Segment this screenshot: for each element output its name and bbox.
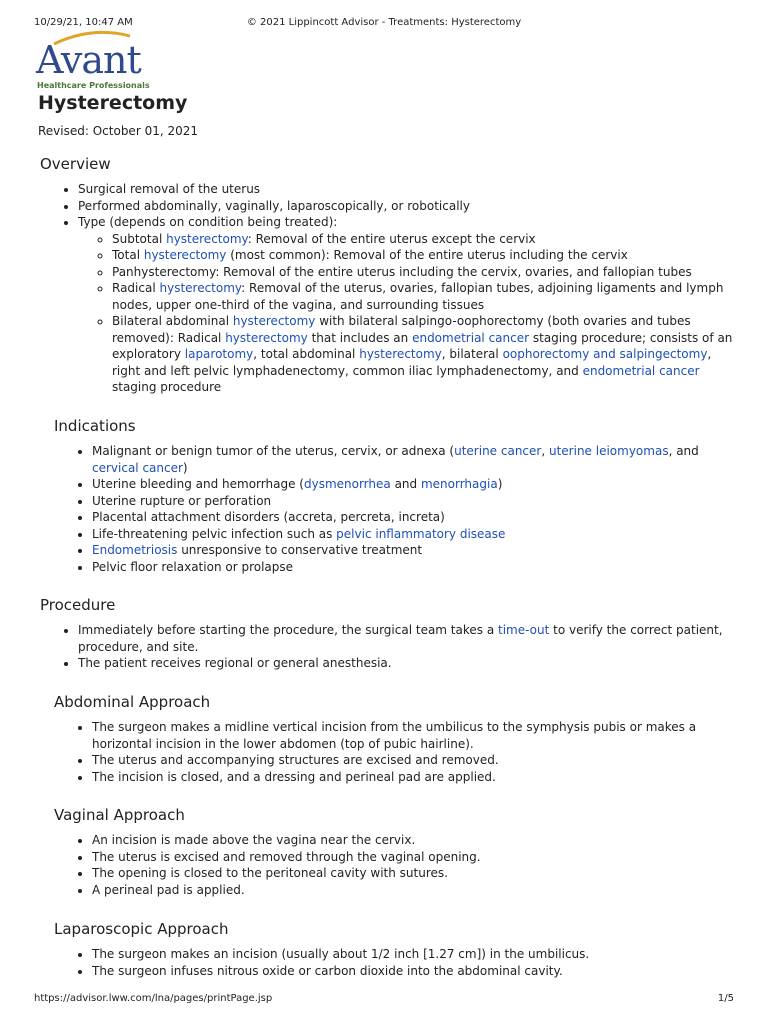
type-total: ◦ Total hysterectomy (most common): Removal of the entire uterus including the cervix [112, 247, 740, 264]
types-list [78, 231, 740, 396]
list-item: • The incision is closed, and a dressing and perineal pad are applied. [92, 769, 732, 786]
indications-heading: Indications [54, 417, 136, 435]
indications-list [54, 443, 732, 575]
list-item: • Life-threatening pelvic infection such as pelvic inflammatory disease [92, 526, 732, 543]
list-item: • An incision is made above the vagina near the cervix. [92, 832, 754, 849]
cervical-cancer-link[interactable]: cervical cancer [92, 460, 183, 475]
list-item: • Placental attachment disorders (accreta, percreta, increta) [92, 509, 732, 526]
abdominal-list [54, 719, 732, 785]
procedure-heading: Procedure [40, 596, 116, 614]
dysmenorrhea-link[interactable]: dysmenorrhea [303, 477, 391, 491]
list-item: • Pelvic floor relaxation or prolapse [92, 559, 732, 576]
list-item: • The uterus is excised and removed through the vaginal opening. [92, 849, 754, 866]
logo-word: Avant [36, 38, 141, 82]
hysterectomy-link[interactable]: hysterectomy [232, 314, 316, 328]
abdominal-section [54, 693, 754, 785]
procedure-list [40, 622, 728, 672]
print-url: https://advisor.lww.com/lna/pages/printPage.jsp [34, 993, 273, 1004]
vaginal-heading: Vaginal Approach [54, 806, 185, 824]
list-item: • Uterine rupture or perforation [92, 493, 732, 510]
endometrial-cancer-link[interactable]: endometrial cancer [412, 330, 530, 345]
list-item: • A perineal pad is applied. [92, 882, 754, 899]
hysterectomy-link[interactable]: hysterectomy [159, 281, 242, 295]
print-title: © 2021 Lippincott Advisor - Treatments: Hysterectomy [246, 17, 522, 28]
list-item: • The opening is closed to the peritoneal cavity with sutures. [92, 865, 754, 882]
hysterectomy-link[interactable]: hysterectomy [359, 347, 442, 361]
list-item: • Malignant or benign tumor of the uterus, cervix, or adnexa (uterine cancer, uterine leiomyomas, and cervical cancer) [92, 443, 732, 476]
menorrhagia-link[interactable]: menorrhagia [420, 477, 498, 491]
list-item: • The uterus and accompanying structures are excised and removed. [92, 752, 732, 769]
abdominal-heading: Abdominal Approach [54, 693, 211, 711]
list-item: • The surgeon makes a midline vertical incision from the umbilicus to the symphysis pubis or makes a horizontal incision in the lower abdomen (top of pubic hairline). [92, 719, 732, 752]
overview-list [40, 181, 740, 396]
endometrial-cancer-link[interactable]: endometrial cancer [582, 363, 700, 378]
print-datetime: 10/29/21, 10:47 AM [34, 17, 133, 28]
list-item: • Immediately before starting the procedure, the surgical team takes a time-out to verify the correct patient, procedure, and site. [78, 622, 728, 655]
revised-date: Revised: October 01, 2021 [38, 124, 199, 138]
list-item: • The surgeon infuses nitrous oxide or carbon dioxide into the abdominal cavity. [92, 963, 754, 980]
page-title: Hysterectomy [38, 92, 188, 114]
list-item: • Performed abdominally, vaginally, laparoscopically, or robotically [78, 198, 740, 215]
overview-heading: Overview [40, 155, 111, 173]
list-item: • Surgical removal of the uterus [78, 181, 740, 198]
type-radical: ◦ Radical hysterectomy: Removal of the uterus, ovaries, fallopian tubes, adjoining ligaments and lymph nodes, upper one-third of the vagina, and surrounding tissues [112, 280, 740, 313]
endometriosis-link[interactable]: Endometriosis [92, 543, 178, 557]
laparoscopic-list [54, 946, 754, 979]
laparoscopic-heading: Laparoscopic Approach [54, 920, 229, 938]
laparotomy-link[interactable]: laparotomy [184, 347, 254, 361]
hysterectomy-link[interactable]: hysterectomy [143, 248, 227, 262]
hysterectomy-link[interactable]: hysterectomy [166, 231, 248, 246]
list-item: • The patient receives regional or general anesthesia. [78, 655, 728, 672]
hysterectomy-link[interactable]: hysterectomy [225, 330, 308, 345]
page-number: 1/5 [717, 993, 734, 1004]
overview-section [40, 155, 740, 396]
list-item: • The surgeon makes an incision (usually about 1/2 inch [1.27 cm]) in the umbilicus. [92, 946, 754, 963]
list-item: • Uterine bleeding and hemorrhage (dysmenorrhea and menorrhagia) [92, 476, 732, 493]
vaginal-list [54, 832, 754, 898]
type-subtotal: ◦ Subtotal hysterectomy: Removal of the entire uterus except the cervix [112, 231, 740, 248]
type-pan: ◦ Panhysterectomy: Removal of the entire uterus including the cervix, ovaries, and fallopian tubes [112, 264, 740, 281]
vaginal-section [54, 806, 754, 898]
list-item [78, 214, 740, 396]
logo-tagline: Healthcare Professionals [37, 81, 150, 90]
procedure-section [40, 596, 740, 672]
time-out-link[interactable]: time-out [498, 623, 550, 637]
type-bilateral: ◦ Bilateral abdominal hysterectomy with bilateral salpingo-oophorectomy (both ovaries and tubes removed): Radical hysterectomy that includes an endometrial cancer staging procedure; consists of an exploratory laparotomy, total abdominal hysterectomy, bilateral oophorectomy and salpingectomy, right and left pelvic lymphadenectomy, common iliac lymphadenectomy, and endometrial cancer staging procedure [112, 313, 740, 396]
list-item-text: Type (depends on condition being treated): [78, 215, 338, 229]
laparoscopic-section [54, 920, 754, 979]
avant-logo [36, 30, 150, 92]
uterine-leiomyomas-link[interactable]: uterine leiomyomas [548, 444, 669, 458]
oophorectomy-link[interactable]: oophorectomy and salpingectomy [502, 347, 708, 361]
indications-section [54, 417, 754, 575]
list-item: • Endometriosis unresponsive to conservative treatment [92, 542, 732, 559]
uterine-cancer-link[interactable]: uterine cancer [454, 444, 542, 458]
pid-link[interactable]: pelvic inflammatory disease [336, 526, 506, 541]
